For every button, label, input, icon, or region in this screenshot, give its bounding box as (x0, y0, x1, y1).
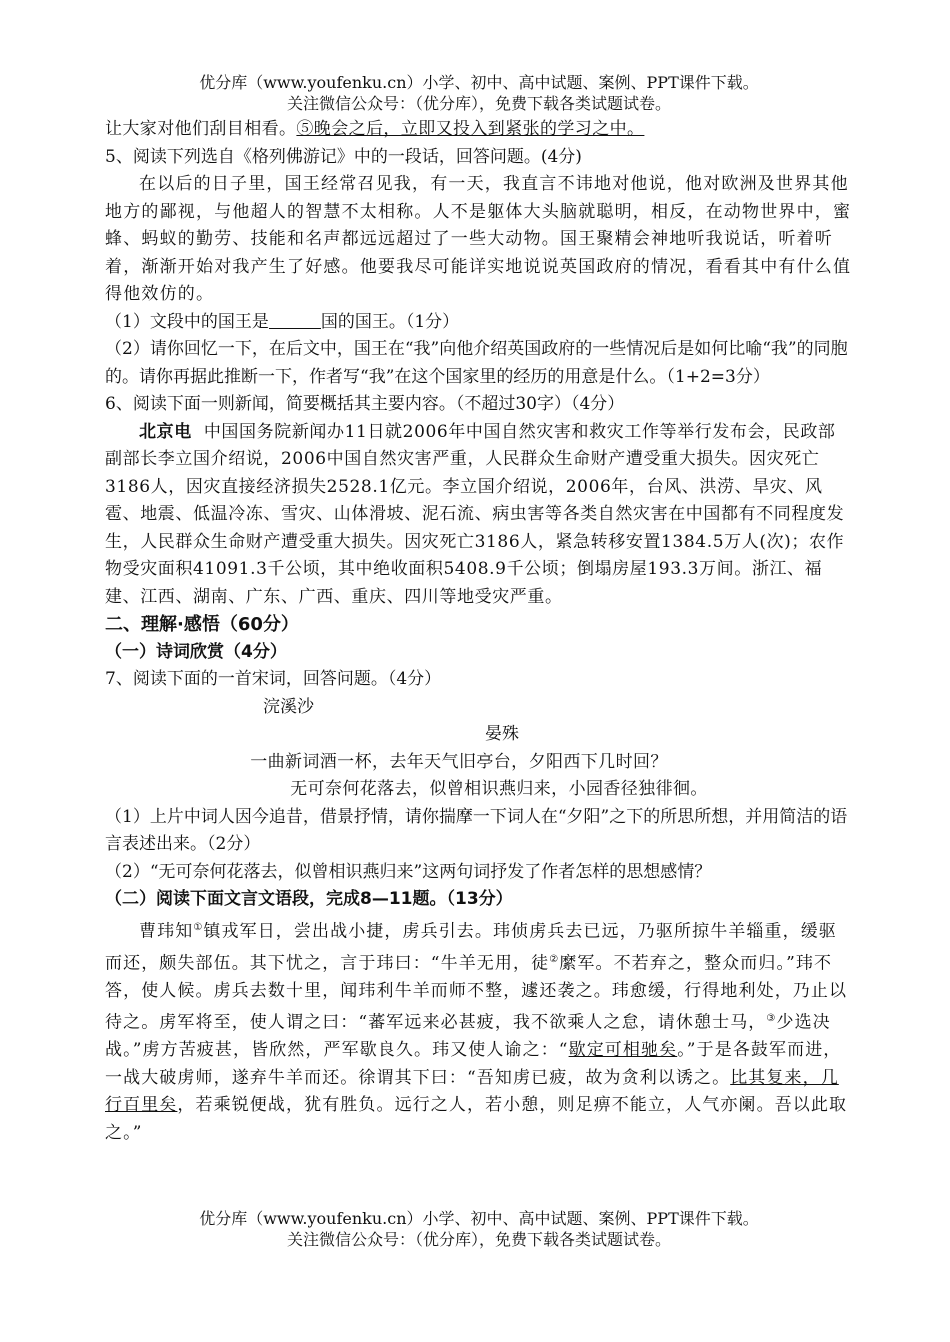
sub-1-suffix: 国的国王。（1分） (320, 311, 460, 332)
poem-author: 晏殊 (485, 724, 519, 744)
footer-line-2: 关注微信公众号：（优分库），免费下载各类试题试卷。 (286, 1230, 671, 1249)
page-body (105, 72, 853, 1147)
carry-text: 让大家对他们刮目相看。 (105, 119, 297, 139)
poem-line-1: 一曲新词酒一杯，去年天气旧亭台，夕阳西下几时回？ (250, 751, 668, 772)
question-5-sub-2: （2）请你回忆一下，在后文中，国王在“我”向他介绍英国政府的一些情况后是如何比喻“我”的同胞的。请你再据此推断一下，作者写“我”在这个国家里的经历的用意是什么。（1+2=3分） (105, 339, 848, 387)
page-footer (105, 1208, 853, 1250)
question-5-title: 5、阅读下列选自《格列佛游记》中的一段话，回答问题。(4分) (105, 146, 582, 167)
header-line-2: 关注微信公众号：（优分库），免费下载各类试题试卷。 (286, 94, 671, 113)
question-5-passage: 在以后的日子里，国王经常召见我，有一天，我直言不讳地对他说，他对欧洲及世界其他地方的鄙视，与他超人的智慧不太相称。人不是躯体大头脑就聪明，相反，在动物世界中，蜜蜂、蚂蚁的勤劳、技能和名声都远远超过了一些大动物。国王聚精会神地听我说话，听着听着，渐渐开始对我产生了好感。他要我尽可能详实地说说英国政府的情况，看看其中有什么值得他效仿的。 (105, 174, 852, 304)
news-dateline: 北京电 (139, 421, 192, 442)
footnote-marker-3: ③ (766, 1013, 777, 1025)
sub-1-prefix: （1）文段中的国王是 (105, 311, 269, 332)
classical-text-4: 少选决战。”虏方苦疲甚，皆欣然，严军歇良久。玮又使人谕之：“ (105, 1012, 831, 1061)
question-6-news (105, 419, 853, 612)
footer-line-1: 优分库（www.youfenku.cn）小学、初中、高中试题、案例、PPT课件下载。 (199, 1209, 759, 1228)
question-7-title: 7、阅读下面的一首宋词，回答问题。（4分） (105, 669, 442, 689)
classical-text-2: 镇戎军日，尝出战小捷，虏兵引去。玮侦虏兵去已远，乃驱所掠牛羊辎重，缓驱而还，颇失部伍。其下忧之，言于玮曰：“牛羊无用，徒 (105, 921, 837, 974)
classical-text-6: ，若乘锐便战，犹有胜负。远行之人，若小憩，则足痹不能立，人气亦阑。吾以此取之。” (105, 1095, 848, 1143)
poem-line-2: 无可奈何花落去，似曾相识燕归来，小园香径独徘徊。 (290, 779, 708, 799)
question-6-title: 6、阅读下面一则新闻，简要概括其主要内容。（不超过30字）（4分） (105, 394, 625, 414)
question-7-sub-2: （2）“无可奈何花落去，似曾相识燕归来”这两句词抒发了作者怎样的思想感情？ (105, 861, 712, 882)
classical-text-5: 。”于是各鼓军而进，一战大破虏师，遂弃牛羊而还。徐谓其下曰：“吾知虏已疲，故为贪利以诱之。 (105, 1040, 842, 1088)
carry-over-line (105, 116, 853, 144)
footnote-marker-2: ② (549, 953, 560, 965)
news-body: 中国国务院新闻办11日就2006年中国自然灾害和救灾工作等举行发布会，民政部副部长李立国介绍说，2006中国自然灾害严重，人民群众生命财产遭受重大损失。因灾死亡3186人，因灾直接经济损失2528.1亿元。李立国介绍说，2006年，台风、洪涝、旱灾、风雹、地震、低温冷冻、雪灾、山体滑坡、泥石流、病虫害等各类自然灾害在中国都有不同程度发生，人民群众生命财产遭受重大损失。因灾死亡3186人，紧急转移安置1384.5万人(次)；农作物受灾面积41091.3千公顷，其中绝收面积5408.9千公顷；倒塌房屋193.3万间。浙江、福建、江西、湖南、广东、广西、重庆、四川等地受灾严重。 (105, 421, 845, 607)
question-5-sub-1 (105, 309, 853, 337)
footnote-marker-1: ① (193, 921, 204, 933)
classical-text-1: 曹玮知 (139, 921, 194, 942)
section-2-sub-1-title: （一）诗词欣赏（4分） (105, 641, 287, 662)
section-2-title: 二、理解·感悟（60分） (105, 614, 299, 635)
classical-text-3: 縻军。不若弃之，整众而归。”玮不答，使人候。虏兵去数十里，闻玮利牛羊而师不整，遽还袭之。玮愈缓，行得地利处，乃止以待之。虏军将至，使人谓之曰：“蕃军远来必甚疲，我不欲乘人之怠，请休憩士马， (105, 953, 848, 1033)
underlined-sentence-1: 歇定可相驰矣 (568, 1040, 678, 1061)
poem-title: 浣溪沙 (263, 696, 314, 717)
header-line-1: 优分库（www.youfenku.cn）小学、初中、高中试题、案例、PPT课件下载。 (199, 73, 759, 92)
carry-underlined: ⑤晚会之后，立即又投入到紧张的学习之中。 (296, 119, 645, 139)
underlined-sentence-2: 比其复来，几行百里矣 (105, 1067, 839, 1116)
answer-blank[interactable] (269, 312, 321, 329)
page-header (105, 72, 853, 114)
classical-passage (105, 914, 853, 1148)
question-7-sub-1: （1）上片中词人因今追昔，借景抒情，请你揣摩一下词人在“夕阳”之下的所思所想，并用简洁的语言表述出来。（2分） (105, 806, 848, 854)
section-2-sub-2-title: （二）阅读下面文言文语段，完成8—11题。（13分） (105, 889, 513, 909)
